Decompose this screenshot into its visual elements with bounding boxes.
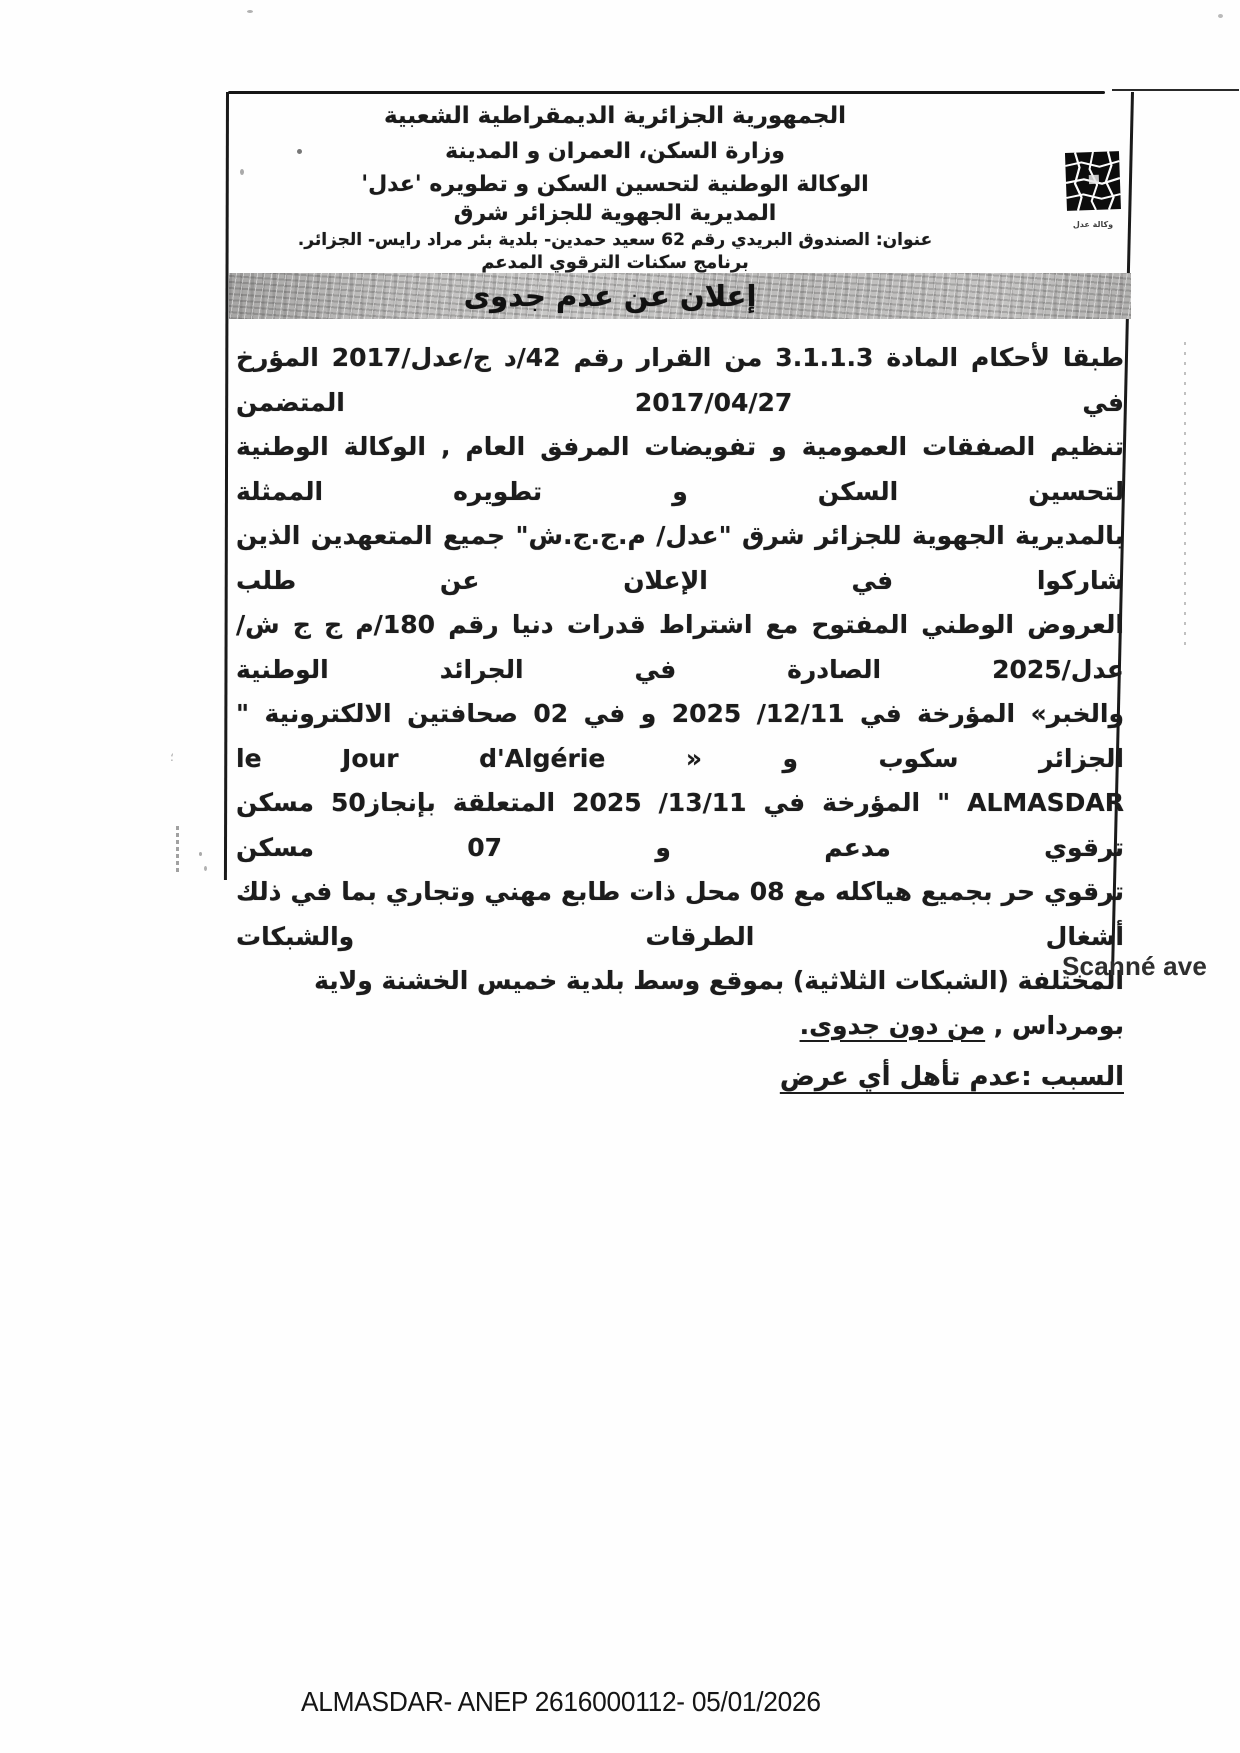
body-line: والخبر» المؤرخة في 12/11/ 2025 و في 02 صحافتين الالكترونية " الجزائر سكوب و « le Jour d'Algérie bbox=[236, 699, 1124, 773]
header-address: عنوان: الصندوق البريدي رقم 62 سعيد حمدين- بلدية بئر مراد رايس- الجزائر. bbox=[297, 230, 933, 250]
aadl-logo-caption: وكالة عدل bbox=[1072, 220, 1114, 229]
anep-footer: ALMASDAR- ANEP 2616000112- 05/01/2026 bbox=[301, 1686, 821, 1717]
body-line: العروض الوطني المفتوح مع اشتراط قدرات دنيا رقم 180/م ج ج ش/عدل/2025 الصادرة في الجرائد الوطنية bbox=[236, 610, 1124, 684]
header-ministry: وزارة السكن، العمران و المدينة bbox=[445, 139, 785, 164]
no-award-underlined: من دون جدوى. bbox=[799, 1010, 986, 1040]
scan-speck bbox=[204, 866, 207, 871]
scan-speck bbox=[247, 10, 253, 13]
aadl-logo-icon bbox=[1064, 149, 1122, 215]
header-agency: الوكالة الوطنية لتحسين السكن و تطويره 'عدل' bbox=[361, 172, 869, 197]
page-title: إعلان عن عدم جدوى bbox=[463, 279, 757, 313]
frame-border-top bbox=[228, 91, 1105, 94]
ghost-mark: ؛ bbox=[170, 750, 174, 764]
ghost-handwriting-column bbox=[1184, 342, 1186, 650]
body-line: تنظيم الصفقات العمومية و تفويضات المرفق العام , الوكالة الوطنية لتحسين السكن و تطويره الممثلة bbox=[236, 432, 1124, 506]
scan-speck bbox=[240, 169, 244, 175]
title-band bbox=[229, 273, 1131, 319]
reason-line: السبب :عدم تأهل أي عرض bbox=[779, 1062, 1124, 1092]
scan-squiggle bbox=[176, 826, 179, 872]
header-directorate: المديرية الجهوية للجزائر شرق bbox=[453, 201, 777, 226]
aadl-logo bbox=[1062, 149, 1124, 229]
frame-border-left bbox=[224, 92, 229, 880]
scanner-watermark: Scanné ave bbox=[1062, 951, 1208, 981]
frame-border-top-right-segment bbox=[1112, 89, 1239, 91]
header-republic: الجمهورية الجزائرية الديمقراطية الشعبية bbox=[383, 103, 847, 129]
body-last-line bbox=[236, 959, 1124, 1048]
body-paragraph bbox=[236, 336, 1124, 1100]
body-line: طبقا لأحكام المادة 3.1.1.3 من القرار رقم 42/د ج/عدل/2017 المؤرخ في 2017/04/27 المتضمن bbox=[236, 343, 1124, 417]
body-line: ترقوي حر بجميع هياكله مع 08 محل ذات طابع مهني وتجاري بما في ذلك أشغال الطرقات والشبكات bbox=[236, 877, 1124, 951]
scan-speck bbox=[1218, 14, 1223, 18]
body-line: بالمديرية الجهوية للجزائر شرق "عدل/ م.ج.ج.ش" جميع المتعهدين الذين شاركوا في الإعلان عن طلب bbox=[236, 521, 1124, 595]
body-line: ALMASDAR " المؤرخة في 13/11/ 2025 المتعلقة بإنجاز50 مسكن ترقوي مدعم و 07 مسكن bbox=[236, 788, 1124, 862]
header-program: برنامج سكنات الترقوي المدعم bbox=[481, 252, 749, 273]
scan-speck bbox=[199, 852, 202, 856]
body-last-line-text: المختلفة (الشبكات الثلاثية) بموقع وسط بلدية خميس الخشنة ولاية بومرداس , bbox=[314, 966, 1124, 1040]
scan-speck bbox=[297, 149, 302, 154]
